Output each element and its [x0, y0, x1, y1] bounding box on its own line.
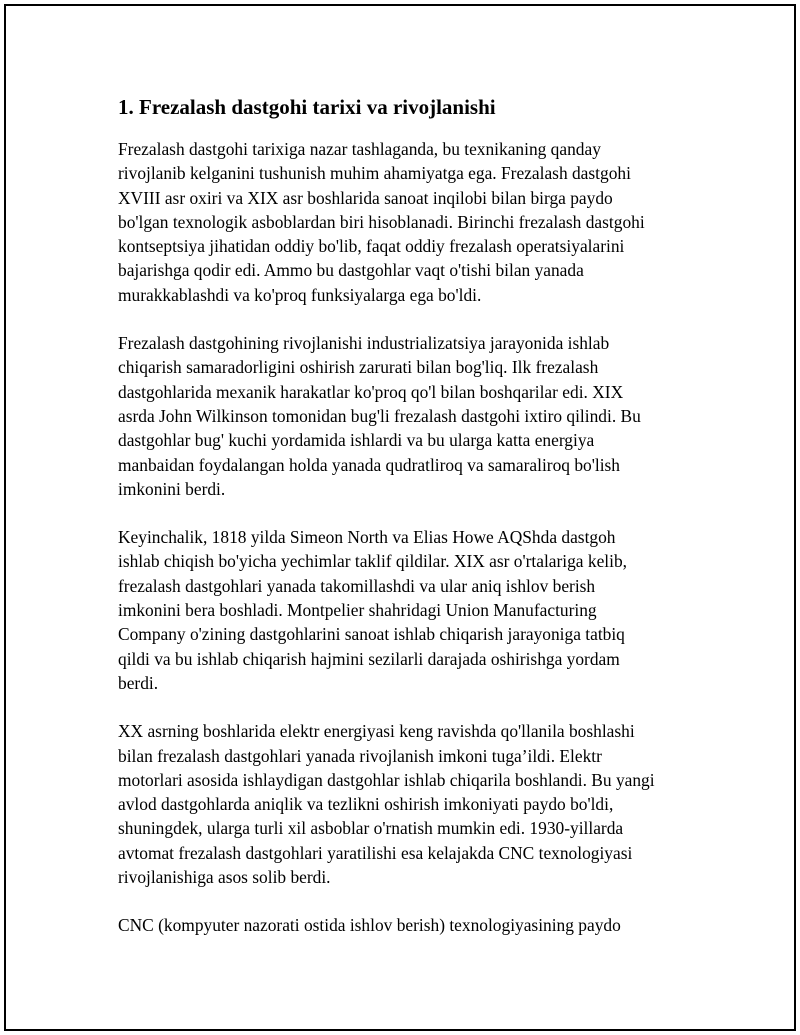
- text-line: Keyinchalik, 1818 yilda Simeon North va Elias Howe AQShda dastgoh: [118, 527, 616, 548]
- text-line: Company o'zining dastgohlarini sanoat ishlab chiqarish jarayoniga tatbiq: [118, 624, 625, 645]
- section-heading: 1. Frezalash dastgohi tarixi va rivojlanishi: [118, 95, 496, 119]
- paragraph-4: [118, 719, 698, 889]
- text-line: rivojlanishiga asos solib berdi.: [118, 867, 331, 888]
- text-line: XX asrning boshlarida elektr energiyasi keng ravishda qo'llanila boshlashi: [118, 721, 635, 742]
- paragraph-5: [118, 913, 698, 937]
- text-line: chiqarish samaradorligini oshirish zarurati bilan bog'liq. Ilk frezalash: [118, 357, 599, 378]
- text-line: bilan frezalash dastgohlari yanada rivojlanish imkoni tuga’ildi. Elektr: [118, 745, 602, 766]
- text-line: bo'lgan texnologik asboblardan biri hisoblanadi. Birinchi frezalash dastgohi: [118, 211, 645, 232]
- text-line: dastgohlarida mexanik harakatlar ko'proq qo'l bilan boshqarilar edi. XIX: [118, 381, 624, 402]
- text-line: imkonini berdi.: [118, 478, 226, 499]
- text-line: manbaidan foydalangan holda yanada qudratliroq va samaraliroq bo'lish: [118, 454, 620, 475]
- text-line: avtomat frezalash dastgohlari yaratilishi esa kelajakda CNC texnologiyasi: [118, 842, 633, 863]
- text-line: motorlari asosida ishlaydigan dastgohlar ishlab chiqarila boshlandi. Bu yangi: [118, 769, 655, 790]
- paragraph-1: [118, 137, 698, 307]
- text-line: murakkablashdi va ko'proq funksiyalarga ega bo'ldi.: [118, 284, 482, 305]
- text-line: kontseptsiya jihatidan oddiy bo'lib, faqat oddiy frezalash operatsiyalarini: [118, 236, 625, 257]
- text-line: ishlab chiqish bo'yicha yechimlar taklif qildilar. XIX asr o'rtalariga kelib,: [118, 551, 627, 572]
- text-line: shuningdek, ularga turli xil asboblar o'rnatish mumkin edi. 1930-yillarda: [118, 818, 624, 839]
- text-line: XVIII asr oxiri va XIX asr boshlarida sanoat inqilobi bilan birga paydo: [118, 187, 613, 208]
- text-line: qildi va bu ishlab chiqarish hajmini sezilarli darajada oshirishga yordam: [118, 648, 620, 669]
- document-body: [118, 94, 698, 962]
- text-line: asrda John Wilkinson tomonidan bug'li frezalash dastgohi ixtiro qilindi. Bu: [118, 405, 641, 426]
- text-line: bajarishga qodir edi. Ammo bu dastgohlar vaqt o'tishi bilan yanada: [118, 260, 584, 281]
- text-line: CNC (kompyuter nazorati ostida ishlov berish) texnologiyasining paydo: [118, 915, 621, 936]
- paragraph-2: [118, 331, 698, 501]
- text-line: Frezalash dastgohi tarixiga nazar tashlaganda, bu texnikaning qanday: [118, 139, 601, 159]
- text-line: avlod dastgohlarda aniqlik va tezlikni oshirish imkoniyati paydo bo'ldi,: [118, 794, 614, 815]
- text-line: berdi.: [118, 672, 159, 693]
- text-line: dastgohlar bug' kuchi yordamida ishlardi va bu ularga katta energiya: [118, 430, 595, 451]
- text-line: rivojlanib kelganini tushunish muhim ahamiyatga ega. Frezalash dastgohi: [118, 163, 631, 184]
- text-line: imkonini bera boshladi. Montpelier shahridagi Union Manufacturing: [118, 600, 597, 621]
- text-line: frezalash dastgohlari yanada takomillashdi va ular aniq ishlov berish: [118, 575, 596, 596]
- text-line: Frezalash dastgohining rivojlanishi industrializatsiya jarayonida ishlab: [118, 333, 610, 354]
- paragraph-3: [118, 525, 698, 695]
